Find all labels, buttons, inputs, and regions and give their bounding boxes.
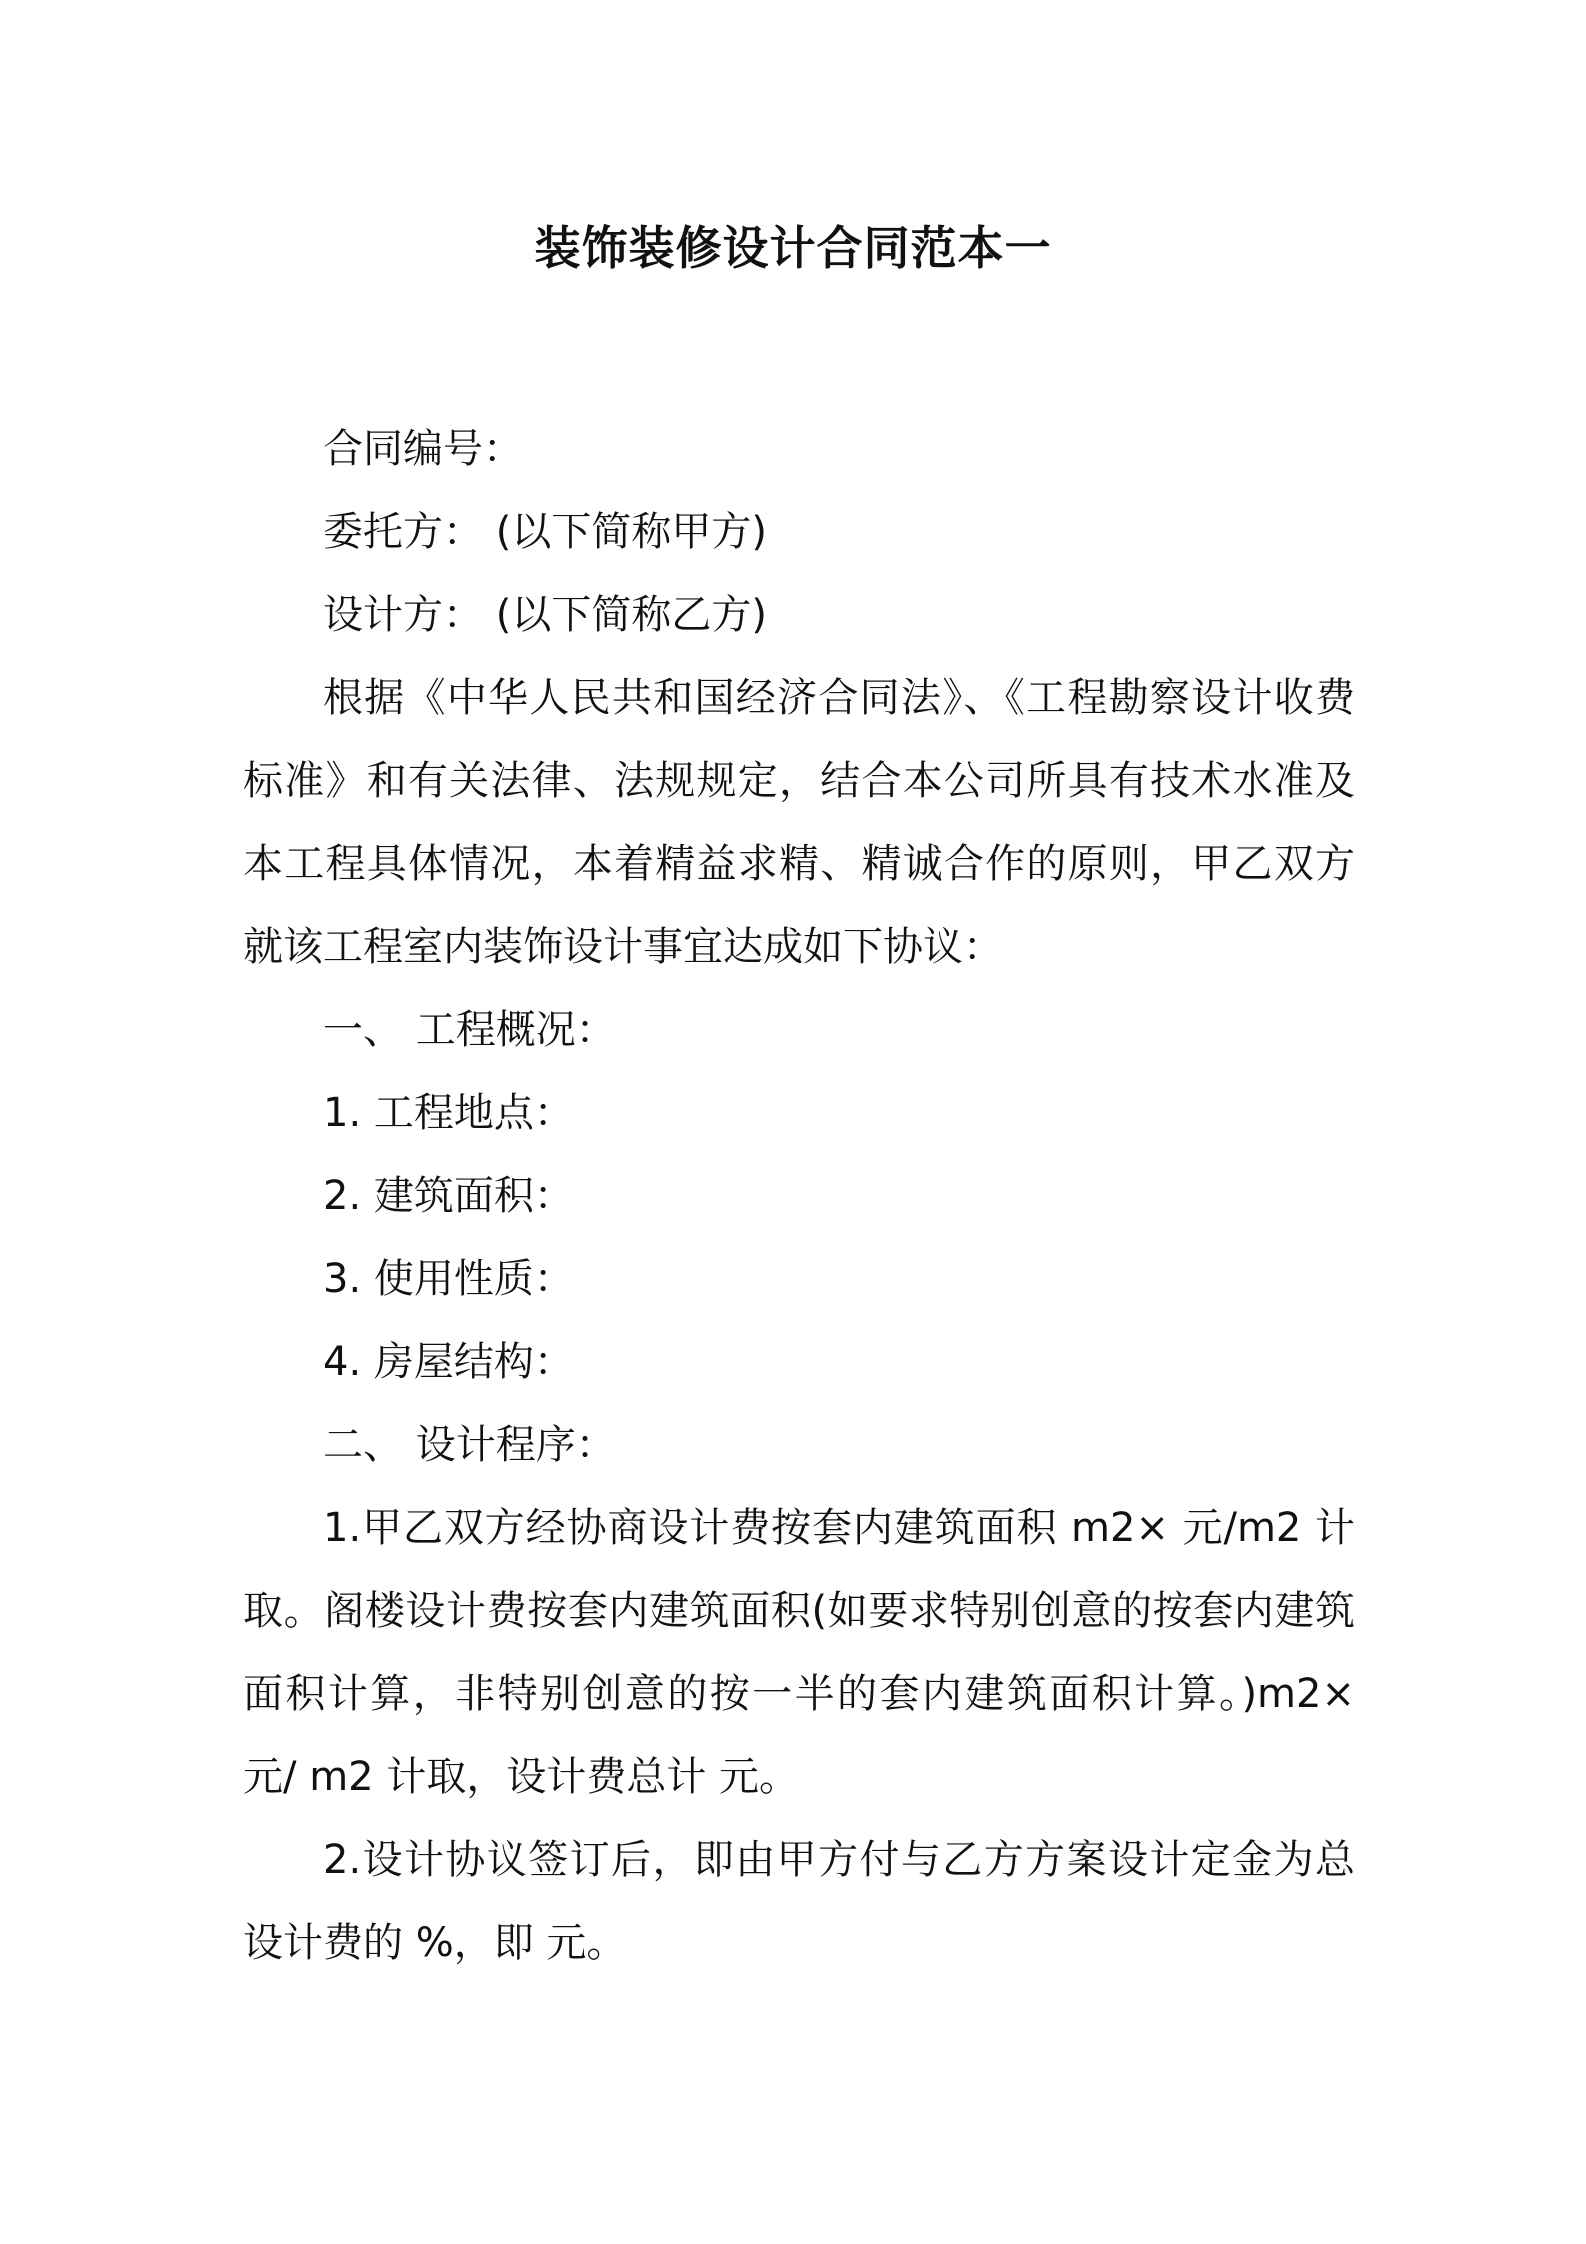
section-heading-design-procedure: 二、 设计程序： (323, 1422, 616, 1468)
design-fee-paragraph: 1.甲乙双方经协商设计费按套内建筑面积 m2× 元/m2 计取。阁楼设计费按套内建筑面积(如要求特别创意的按套内建筑面积计算，非特别创意的按一半的套内建筑面积计算。)m2× 元/ m2 计取，设计费总计 元。 (243, 1505, 1355, 1800)
building-area-item: 2. 建筑面积： (323, 1173, 574, 1219)
deposit-paragraph: 2.设计协议签订后，即由甲方付与乙方方案设计定金为总设计费的 %，即 元。 (243, 1837, 1355, 1966)
designer-line: 设计方： (以下简称乙方) (323, 592, 767, 638)
document-body (243, 408, 1355, 1985)
contract-number-line: 合同编号： (323, 426, 523, 472)
client-line: 委托方： (以下简称甲方) (323, 509, 767, 555)
house-structure-item: 4. 房屋结构： (323, 1339, 574, 1385)
document-title: 装饰装修设计合同范本一 (534, 221, 1052, 275)
project-location-item: 1. 工程地点： (323, 1090, 574, 1136)
section-heading-project-overview: 一、 工程概况： (323, 1007, 616, 1053)
intro-paragraph: 根据《中华人民共和国经济合同法》、《工程勘察设计收费标准》和有关法律、法规规定，结合本公司所具有技术水准及本工程具体情况，本着精益求精、精诚合作的原则，甲乙双方就该工程室内装饰设计事宜达成如下协议： (243, 675, 1355, 970)
usage-nature-item: 3. 使用性质： (323, 1256, 574, 1302)
